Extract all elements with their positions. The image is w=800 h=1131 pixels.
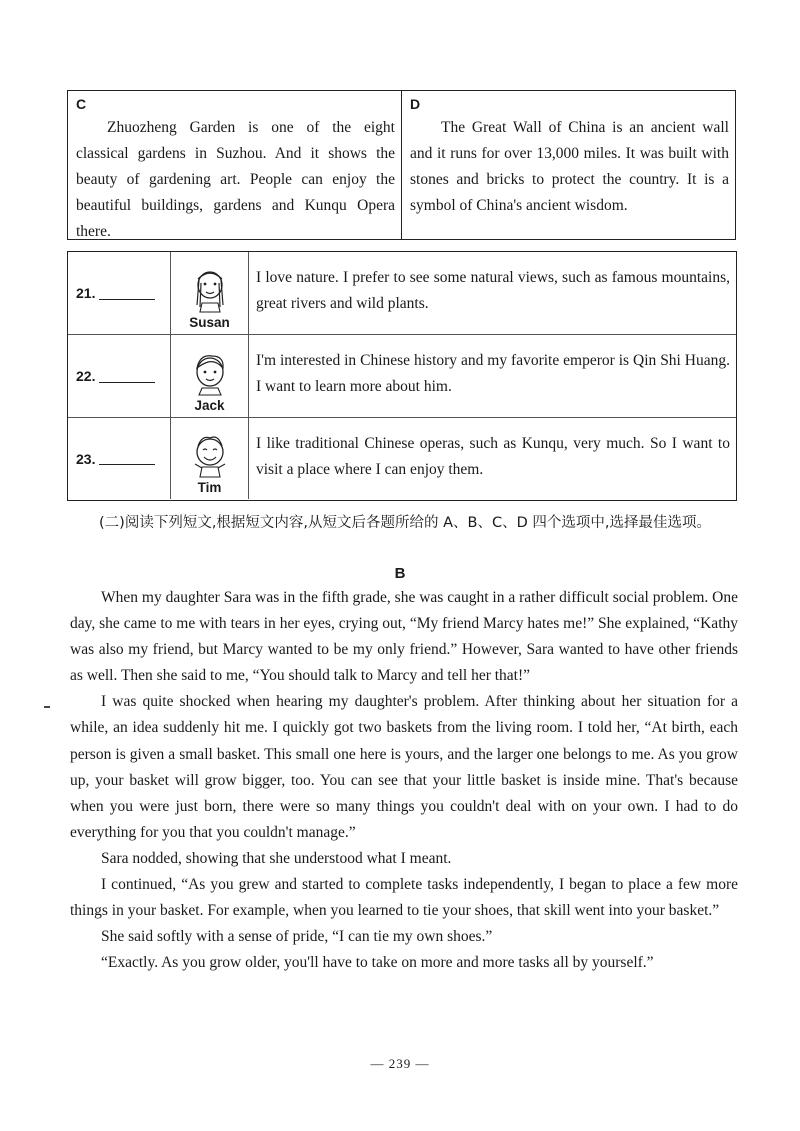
table-row bbox=[68, 418, 736, 499]
options-table bbox=[67, 90, 736, 240]
person-cell bbox=[171, 252, 249, 334]
matching-table bbox=[67, 251, 737, 501]
person-statement: I love nature. I prefer to see some natural views, such as famous mountains, great rivers and wild plants. bbox=[256, 269, 730, 312]
section-instruction: (二)阅读下列短文,根据短文内容,从短文后各题所给的 A、B、C、D 四个选项中,选择最佳选项。 bbox=[99, 515, 712, 531]
table-row bbox=[68, 252, 736, 335]
paragraph: I continued, “As you grew and started to complete tasks independently, I began to place a few more things in your basket. For example, when you learned to tie your shoes, that skill went into your basket.” bbox=[70, 876, 738, 920]
answer-blank[interactable] bbox=[99, 287, 155, 300]
person-statement: I'm interested in Chinese history and my favorite emperor is Qin Shi Huang. I want to learn more about him. bbox=[256, 352, 730, 395]
option-d-cell bbox=[402, 91, 735, 239]
option-letter: C bbox=[76, 96, 87, 112]
passage-title: B bbox=[394, 565, 406, 582]
person-name: Susan bbox=[189, 315, 230, 330]
paragraph: She said softly with a sense of pride, “I can tie my own shoes.” bbox=[101, 928, 493, 946]
paragraph: When my daughter Sara was in the fifth grade, she was caught in a rather difficult social problem. One day, she came to me with tears in her eyes, crying out, “My friend Marcy hates me!” She explained, “Kathy was also my friend, but Marcy wanted to be my only friend.” However, Sara wanted to have other friends as well. Then she said to me, “You should talk to Marcy and tell her that!” bbox=[70, 589, 738, 685]
paragraph: I was quite shocked when hearing my daughter's problem. After thinking about her situation for a while, an idea suddenly hit me. I quickly got two baskets from the living room. I told her, “At birth, each person is given a small basket. This small one here is yours, and the larger one belongs to me. As you grow up, your basket will grow bigger, too. You can see that your little basket is inside mine. That's because when you were just born, there were so many things you couldn't deal with on your own. I had to do everything for you that you couldn't manage.” bbox=[70, 693, 738, 841]
question-number: 21. bbox=[68, 252, 171, 334]
page-number: — 239 — bbox=[370, 1056, 430, 1071]
answer-blank[interactable] bbox=[99, 452, 155, 465]
option-text: The Great Wall of China is an ancient wall and it runs for over 13,000 miles. It was built with stones and bricks to protect the country. It is a symbol of China's ancient wisdom. bbox=[410, 119, 729, 214]
person-statement: I like traditional Chinese operas, such as Kunqu, very much. So I want to visit a place where I can enjoy them. bbox=[256, 435, 730, 478]
boy-portrait-icon bbox=[190, 348, 230, 396]
option-text: Zhuozheng Garden is one of the eight classical gardens in Suzhou. And it shows the beauty of gardening art. People can enjoy the beautiful buildings, gardens and Kunqu Opera there. bbox=[76, 119, 395, 240]
answer-blank[interactable] bbox=[99, 370, 155, 383]
paragraph: “Exactly. As you grow older, you'll have to take on more and more tasks all by yourself.” bbox=[101, 954, 654, 972]
girl-portrait-icon bbox=[190, 265, 230, 313]
scan-mark bbox=[44, 706, 50, 708]
question-number: 23. bbox=[68, 418, 171, 499]
table-row bbox=[68, 335, 736, 418]
smiling-boy-portrait-icon bbox=[190, 430, 230, 478]
option-c-cell bbox=[68, 91, 402, 239]
person-name: Tim bbox=[197, 480, 222, 495]
reading-passage bbox=[70, 585, 738, 976]
person-cell bbox=[171, 335, 249, 417]
person-cell bbox=[171, 418, 249, 499]
person-name: Jack bbox=[194, 398, 225, 413]
option-letter: D bbox=[410, 96, 421, 112]
question-number: 22. bbox=[68, 335, 171, 417]
paragraph: Sara nodded, showing that she understood what I meant. bbox=[101, 849, 452, 867]
